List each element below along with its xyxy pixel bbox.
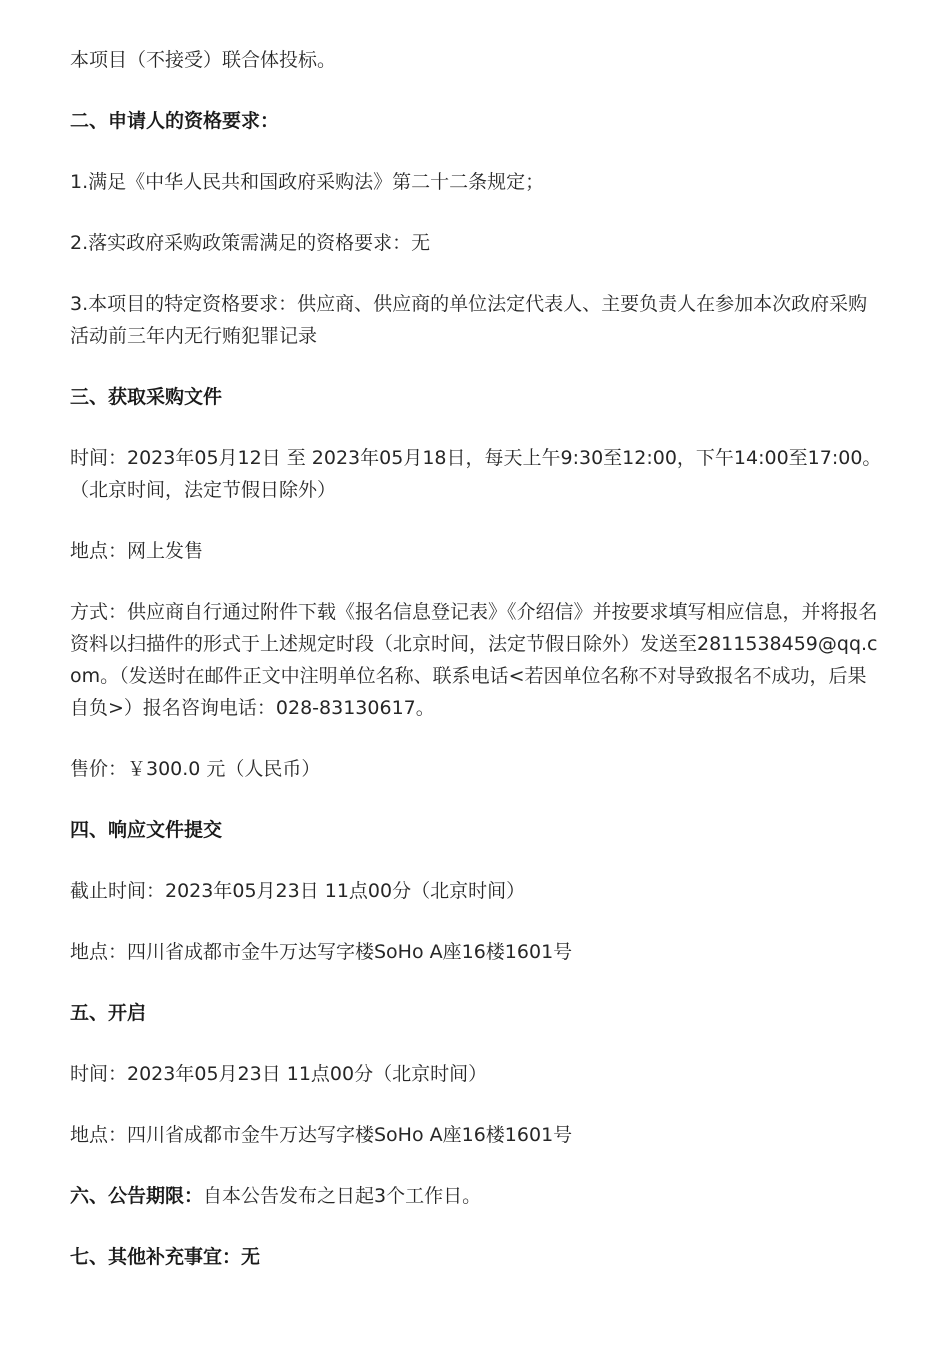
qualification-item-2: 2.落实政府采购政策需满足的资格要求：无 xyxy=(70,232,431,254)
purchase-doc-time: 时间：2023年05月12日 至 2023年05月18日，每天上午9:30至12:00，下午14:00至17:00。（北京时间，法定节假日除外） xyxy=(70,447,882,501)
submission-place: 地点：四川省成都市金牛万达写字楼SoHo A座16楼1601号 xyxy=(70,941,573,963)
purchase-doc-place: 地点：网上发售 xyxy=(70,540,204,562)
consortium-note: 本项目（不接受）联合体投标。 xyxy=(70,49,337,71)
qualification-item-1: 1.满足《中华人民共和国政府采购法》第二十二条规定； xyxy=(70,171,545,193)
submission-deadline: 截止时间：2023年05月23日 11点00分（北京时间） xyxy=(70,880,526,902)
purchase-doc-price: 售价：￥300.0 元（人民币） xyxy=(70,758,321,780)
opening-time: 时间：2023年05月23日 11点00分（北京时间） xyxy=(70,1063,488,1085)
announcement-period xyxy=(70,1180,885,1212)
announcement-body xyxy=(70,44,885,1302)
qualification-item-3: 3.本项目的特定资格要求：供应商、供应商的单位法定代表人、主要负责人在参加本次政府采购活动前三年内无行贿犯罪记录 xyxy=(70,293,868,347)
section-6-heading: 六、公告期限： xyxy=(70,1185,204,1207)
section-5-heading: 五、开启 xyxy=(70,1002,147,1024)
section-3-heading: 三、获取采购文件 xyxy=(70,386,223,408)
opening-place: 地点：四川省成都市金牛万达写字楼SoHo A座16楼1601号 xyxy=(70,1124,573,1146)
purchase-doc-method: 方式：供应商自行通过附件下载《报名信息登记表》《介绍信》并按要求填写相应信息，并将报名资料以扫描件的形式于上述规定时段（北京时间，法定节假日除外）发送至2811538459@qq.com。（发送时在邮件正文中注明单位名称、联系电话<若因单位名称不对导致报名不成功，后果自负>）报名咨询电话：028-83130617。 xyxy=(70,601,878,719)
section-2-heading: 二、申请人的资格要求： xyxy=(70,110,280,132)
announcement-period-text: 自本公告发布之日起3个工作日。 xyxy=(203,1185,482,1207)
section-4-heading: 四、响应文件提交 xyxy=(70,819,223,841)
section-7-heading: 七、其他补充事宜：无 xyxy=(70,1246,261,1268)
